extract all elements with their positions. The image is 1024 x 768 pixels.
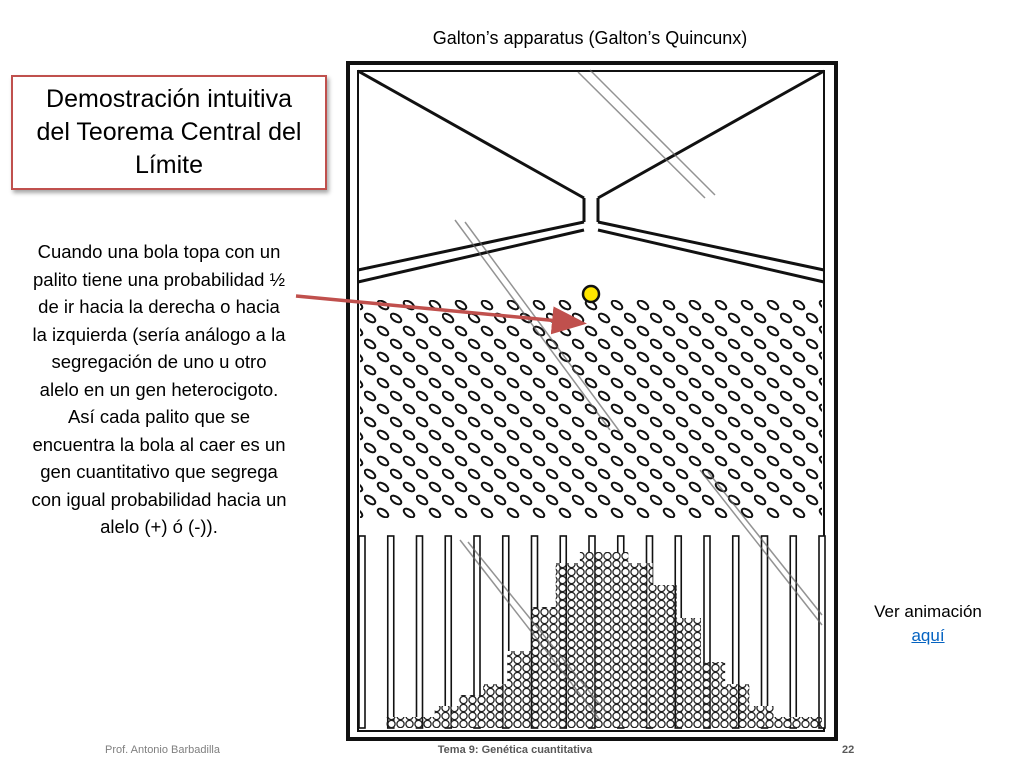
animation-link[interactable]: aquí <box>911 626 945 645</box>
bin-divider <box>819 536 825 728</box>
ball-pile <box>749 706 773 728</box>
falling-ball <box>583 286 599 302</box>
bin-divider <box>790 536 796 728</box>
diagram-title: Galton’s apparatus (Galton’s Quincunx) <box>432 28 748 48</box>
ball-pile <box>628 563 652 728</box>
ball-pile <box>701 662 725 728</box>
bin-divider <box>445 536 451 728</box>
funnel <box>358 71 824 282</box>
ball-pile <box>507 651 531 728</box>
peg-field <box>360 300 822 518</box>
bin-divider <box>417 536 423 728</box>
footer-topic: Tema 9: Genética cuantitativa <box>437 744 593 756</box>
bin-divider <box>388 536 394 728</box>
ball-pile <box>580 552 604 728</box>
bin-divider <box>359 536 365 728</box>
ball-pile <box>386 717 410 728</box>
explanation-text: Cuando una bola topa con un palito tiene una probabilidad ½ de ir hacia la derecha o hacia la izquierda (sería análogo a la segregación de uno u otro alelo en un gen heterocigoto. Así cada palito que se encuentra la bola al caer es un gen cuantitativo que segrega con igual probabilidad hacia un alelo (+) ó (-)). <box>31 241 287 537</box>
footer-author: Prof. Antonio Barbadilla <box>105 744 220 756</box>
animation-label: Ver animación <box>874 602 982 621</box>
ball-pile <box>604 552 628 728</box>
ball-pile <box>725 684 749 728</box>
ball-pile <box>435 706 459 728</box>
ball-pile <box>459 695 483 728</box>
ball-pile <box>410 717 434 728</box>
slide-title: Demostración intuitiva del Teorema Central del Límite <box>36 85 302 179</box>
footer-page-number: 22 <box>842 744 855 756</box>
ball-pile <box>483 684 507 728</box>
ball-pile <box>556 563 580 728</box>
bin-divider <box>762 536 768 728</box>
ball-pile <box>677 618 701 728</box>
ball-pile <box>653 585 677 728</box>
ball-pile <box>774 717 798 728</box>
ball-pile <box>798 717 822 728</box>
